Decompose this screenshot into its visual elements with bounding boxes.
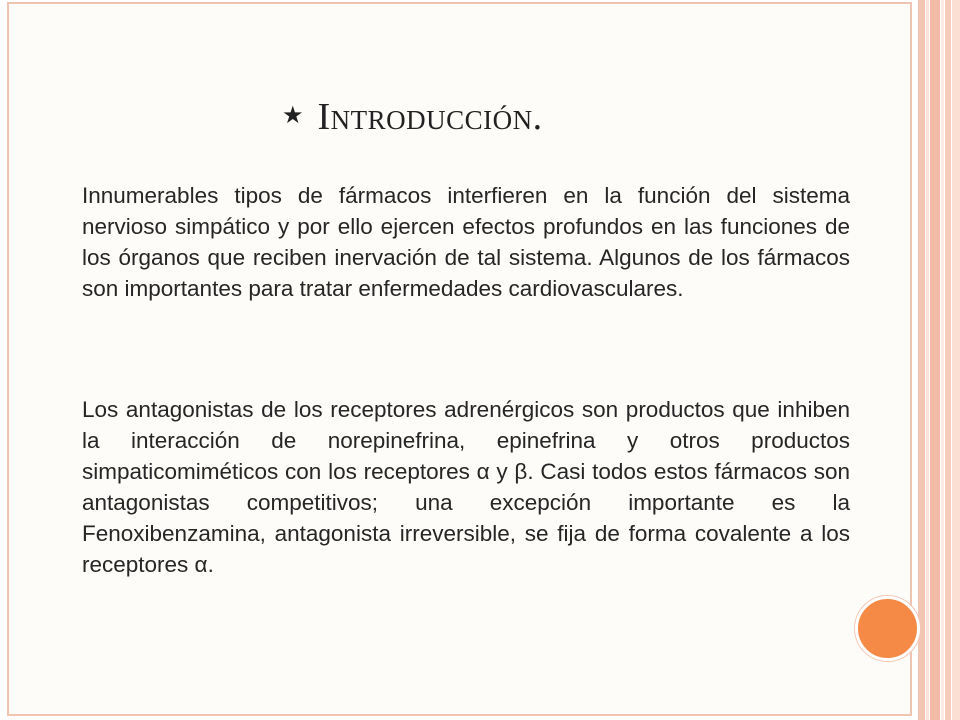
decorative-stripe <box>918 0 925 720</box>
slide-title-text: Introducción. <box>317 96 543 138</box>
body-paragraph-1: Innumerables tipos de fármacos interfieren en la función del sistema nervioso simpático y por ello ejercen efectos profundos en las funciones de los órganos que reciben inervación de tal sistema. Algunos de los fármacos son importantes para tratar enfermedades cardiovasculares. <box>82 183 850 301</box>
decorative-stripe <box>941 0 944 720</box>
decorative-stripe <box>952 0 960 720</box>
decorative-stripe <box>930 0 940 720</box>
body-paragraph-2: Los antagonistas de los receptores adrenérgicos son productos que inhiben la interacción de norepinefrina, epinefrina y otros productos simpaticomiméticos con los receptores α y β. Casi todos estos fármacos son antagonistas competitivos; una excepción importante es la Fenoxibenzamina, antagonista irreversible, se fija de forma covalente a los receptores α. <box>82 397 850 577</box>
star-icon: ★ <box>282 103 304 129</box>
decorative-stripe <box>945 0 951 720</box>
decorative-stripe <box>926 0 929 720</box>
slide-title <box>282 98 543 136</box>
decorative-orange-circle <box>855 596 920 661</box>
